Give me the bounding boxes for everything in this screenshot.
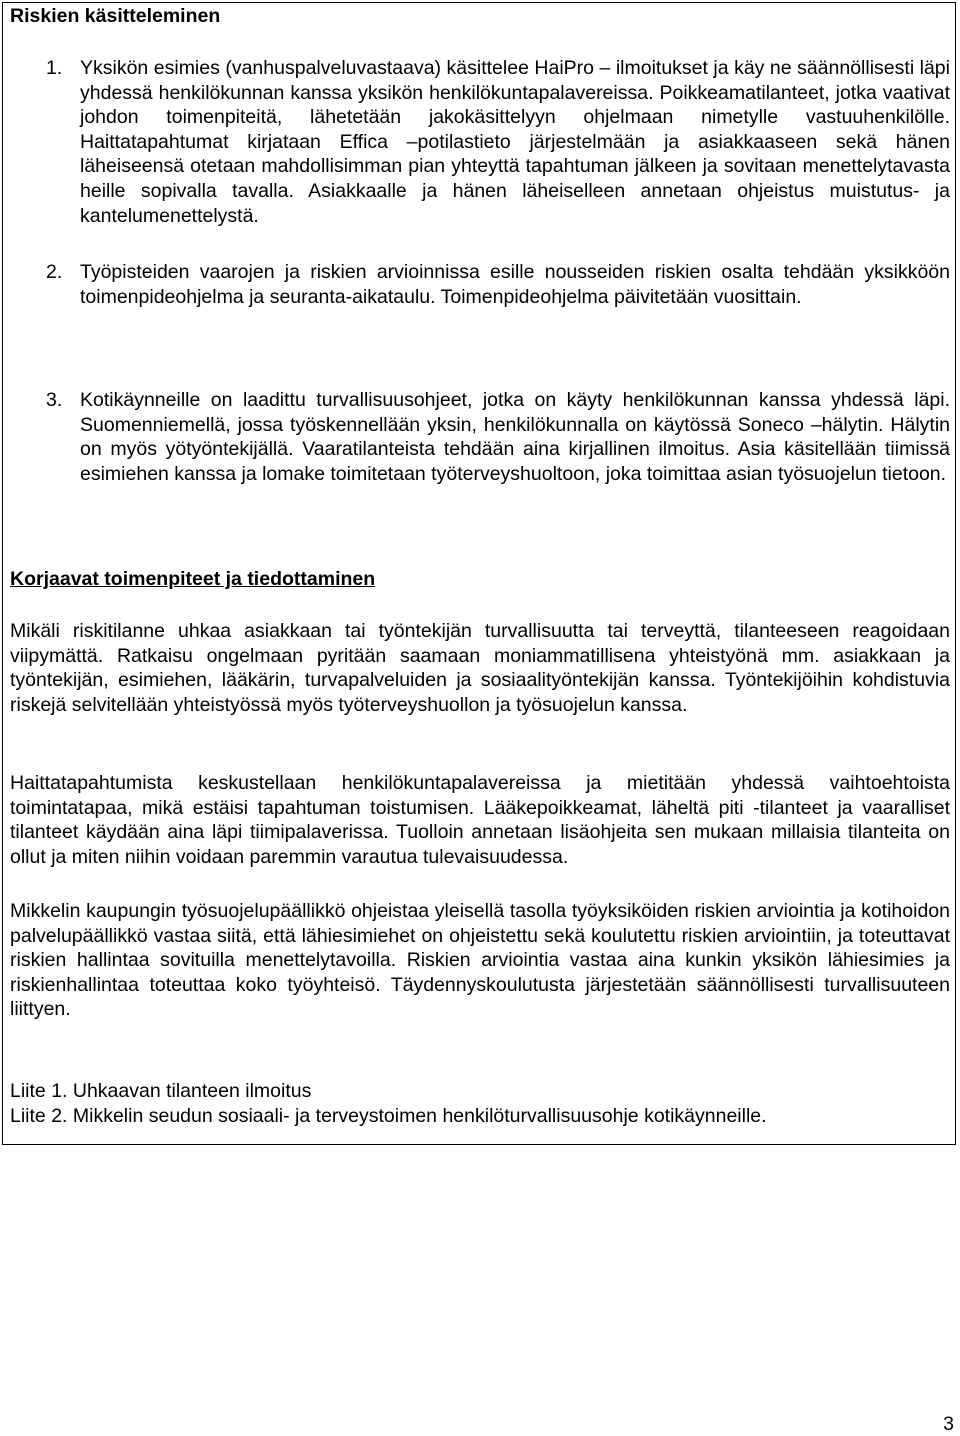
list-number: 2. (46, 261, 63, 283)
list-item-text: Kotikäynneille on laadittu turvallisuusohjeet, jotka on käyty henkilökunnan kanssa yhdessä läpi. Suomenniemellä, jossa työskennellään yksin, henkilökunnalla on käytössä Soneco –hälytin. Hälytin on myös yötyöntekijällä. Vaaratilanteista tehdään aina kirjallinen ilmoitus. Asia käsitellään tiimissä esimiehen kanssa ja lomake toimitetaan työterveyshuoltoon, joka toimittaa asian työsuojelun tietoon. (80, 389, 950, 485)
paragraph-1: Mikäli riskitilanne uhkaa asiakkaan tai työntekijän turvallisuutta tai terveyttä, tilanteeseen reagoidaan viipymättä. Ratkaisu ongelmaan pyritään saamaan moniammatillisena yhteistyönä mm. asiakkaan ja työntekijän, esimiehen, lääkärin, turvapalveluiden ja sosiaalityöntekijän kanssa. Työntekijöihin kohdistuvia riskejä selvitellään yhteistyössä myös työterveyshuollon ja työsuojelun kanssa. (10, 620, 950, 716)
heading-riskien-kasitteleminen: Riskien käsitteleminen (10, 5, 221, 27)
list-item-text: Työpisteiden vaarojen ja riskien arvioinnissa esille nousseiden riskien osalta tehdään yksikköön toimenpideohjelma ja seuranta-aikataulu. Toimenpideohjelma päivitetään vuosittain. (80, 261, 950, 308)
list-number: 3. (46, 389, 63, 411)
list-item-1 (46, 56, 950, 228)
page-number: 3 (943, 1413, 954, 1435)
paragraph-2: Haittatapahtumista keskustellaan henkilökuntapalavereissa ja mietitään yhdessä vaihtoehtoista toimintatapaa, mikä estäisi tapahtuman toistumisen. Lääkepoikkeamat, läheltä piti -tilanteet ja vaaralliset tilanteet käydään aina läpi tiimipalaverissa. Tuolloin annetaan lisäohjeita sen mukaan millaisia tilanteita on ollut ja miten niihin voidaan paremmin varautua tulevaisuudessa. (10, 772, 950, 868)
list-item-text: Yksikön esimies (vanhuspalveluvastaava) käsittelee HaiPro – ilmoitukset ja käy ne säännöllisesti läpi yhdessä henkilökunnan kanssa yksikön henkilökuntapalavereissa. Poikkeamatilanteet, jotka vaativat johdon toimenpiteitä, lähetetään jakokäsittelyyn ohjelmaan nimetylle vastuuhenkilölle. Haittatapahtumat kirjataan Effica –potilastieto järjestelmään ja asiakkaaseen sekä hänen läheiseensä otetaan mahdollisimman pian yhteyttä tapahtuman jälkeen ja sovitaan menettelytavasta heille sopivalla tavalla. Asiakkaalle ja hänen läheiselleen annetaan ohjeistus muistutus- ja kantelumenettelystä. (80, 57, 950, 227)
list-item-2 (46, 260, 950, 309)
heading-korjaavat-toimenpiteet: Korjaavat toimenpiteet ja tiedottaminen (10, 568, 376, 590)
list-item-3 (46, 388, 950, 486)
attachment-2: Liite 2. Mikkelin seudun sosiaali- ja terveystoimen henkilöturvallisuusohje kotikäynneille. (10, 1105, 767, 1127)
paragraph-3: Mikkelin kaupungin työsuojelupäällikkö ohjeistaa yleisellä tasolla työyksiköiden riskien arviointia ja kotihoidon palvelupäällikkö vastaa siitä, että lähiesimiehet on ohjeistettu sekä koulutettu riskien arviointiin, ja toteuttavat riskien hallintaa sovituilla menettelytavoilla. Riskien arviointia vastaa aina kunkin yksikön lähiesimies ja riskienhallintaa toteuttaa koko työyhteisö. Täydennyskoulutusta järjestetään säännöllisesti turvallisuuteen liittyen. (10, 900, 950, 1021)
list-number: 1. (46, 57, 63, 79)
attachment-1: Liite 1. Uhkaavan tilanteen ilmoitus (10, 1080, 312, 1102)
